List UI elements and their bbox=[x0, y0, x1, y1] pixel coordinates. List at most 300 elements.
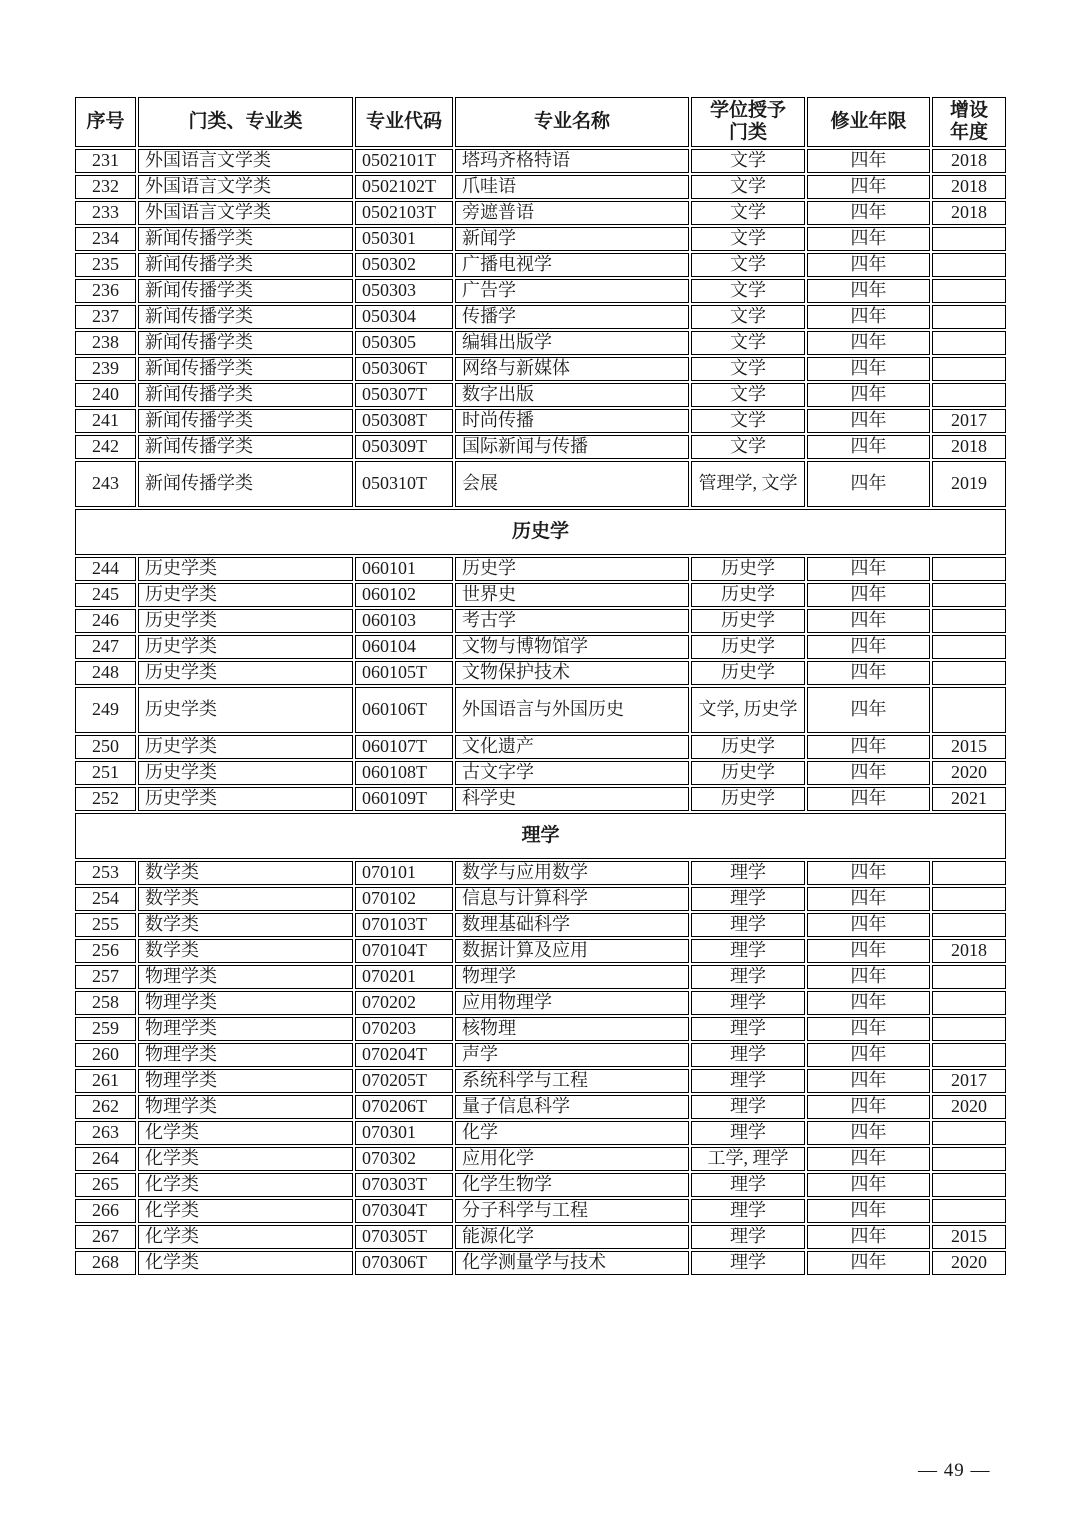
cell-code: 060101 bbox=[355, 557, 453, 581]
table-header-row bbox=[75, 97, 1006, 147]
cell-duration: 四年 bbox=[807, 583, 930, 607]
cell-code: 070305T bbox=[355, 1225, 453, 1249]
table-row bbox=[75, 1069, 1006, 1093]
cell-name: 历史学 bbox=[455, 557, 689, 581]
cell-no: 260 bbox=[75, 1043, 136, 1067]
cell-year_added: 2015 bbox=[932, 1225, 1006, 1249]
cell-degree: 文学, 历史学 bbox=[691, 687, 805, 733]
cell-code: 050307T bbox=[355, 383, 453, 407]
cell-year_added: 2020 bbox=[932, 1095, 1006, 1119]
cell-duration: 四年 bbox=[807, 887, 930, 911]
table-row bbox=[75, 227, 1006, 251]
cell-no: 261 bbox=[75, 1069, 136, 1093]
cell-year_added bbox=[932, 227, 1006, 251]
majors-catalog-table bbox=[73, 95, 1008, 1277]
table-row bbox=[75, 175, 1006, 199]
cell-category: 新闻传播学类 bbox=[138, 357, 353, 381]
cell-code: 070203 bbox=[355, 1017, 453, 1041]
table-row bbox=[75, 461, 1006, 507]
section-header: 理学 bbox=[75, 813, 1006, 859]
cell-degree: 理学 bbox=[691, 1251, 805, 1275]
cell-duration: 四年 bbox=[807, 253, 930, 277]
cell-no: 237 bbox=[75, 305, 136, 329]
cell-duration: 四年 bbox=[807, 227, 930, 251]
cell-name: 化学 bbox=[455, 1121, 689, 1145]
table-row bbox=[75, 939, 1006, 963]
cell-year_added: 2018 bbox=[932, 201, 1006, 225]
page-number: — 49 — bbox=[918, 1460, 991, 1481]
cell-duration: 四年 bbox=[807, 1095, 930, 1119]
cell-name: 能源化学 bbox=[455, 1225, 689, 1249]
cell-duration: 四年 bbox=[807, 1069, 930, 1093]
cell-name: 世界史 bbox=[455, 583, 689, 607]
cell-code: 060106T bbox=[355, 687, 453, 733]
table-row bbox=[75, 991, 1006, 1015]
table-row bbox=[75, 661, 1006, 685]
cell-degree: 文学 bbox=[691, 227, 805, 251]
cell-name: 信息与计算科学 bbox=[455, 887, 689, 911]
cell-name: 古文字学 bbox=[455, 761, 689, 785]
cell-code: 070104T bbox=[355, 939, 453, 963]
cell-name: 化学测量学与技术 bbox=[455, 1251, 689, 1275]
cell-duration: 四年 bbox=[807, 331, 930, 355]
cell-no: 234 bbox=[75, 227, 136, 251]
cell-duration: 四年 bbox=[807, 913, 930, 937]
cell-year_added: 2021 bbox=[932, 787, 1006, 811]
cell-degree: 工学, 理学 bbox=[691, 1147, 805, 1171]
cell-no: 266 bbox=[75, 1199, 136, 1223]
cell-degree: 理学 bbox=[691, 1017, 805, 1041]
section-header: 历史学 bbox=[75, 509, 1006, 555]
cell-category: 化学类 bbox=[138, 1121, 353, 1145]
table-row bbox=[75, 635, 1006, 659]
table-row bbox=[75, 1251, 1006, 1275]
cell-code: 0502103T bbox=[355, 201, 453, 225]
cell-year_added bbox=[932, 887, 1006, 911]
cell-degree: 文学 bbox=[691, 305, 805, 329]
cell-degree: 文学 bbox=[691, 435, 805, 459]
cell-degree: 理学 bbox=[691, 861, 805, 885]
table-row bbox=[75, 583, 1006, 607]
cell-duration: 四年 bbox=[807, 735, 930, 759]
cell-category: 数学类 bbox=[138, 939, 353, 963]
cell-category: 新闻传播学类 bbox=[138, 331, 353, 355]
cell-year_added bbox=[932, 661, 1006, 685]
cell-name: 编辑出版学 bbox=[455, 331, 689, 355]
cell-degree: 历史学 bbox=[691, 661, 805, 685]
cell-year_added: 2018 bbox=[932, 939, 1006, 963]
cell-no: 251 bbox=[75, 761, 136, 785]
cell-code: 060105T bbox=[355, 661, 453, 685]
cell-category: 化学类 bbox=[138, 1199, 353, 1223]
cell-name: 核物理 bbox=[455, 1017, 689, 1041]
table-row bbox=[75, 787, 1006, 811]
cell-duration: 四年 bbox=[807, 175, 930, 199]
table-row bbox=[75, 1147, 1006, 1171]
cell-name: 数据计算及应用 bbox=[455, 939, 689, 963]
cell-code: 060109T bbox=[355, 787, 453, 811]
cell-name: 应用化学 bbox=[455, 1147, 689, 1171]
cell-year_added: 2020 bbox=[932, 1251, 1006, 1275]
cell-category: 历史学类 bbox=[138, 761, 353, 785]
cell-no: 246 bbox=[75, 609, 136, 633]
cell-year_added: 2017 bbox=[932, 1069, 1006, 1093]
cell-name: 文化遗产 bbox=[455, 735, 689, 759]
cell-no: 256 bbox=[75, 939, 136, 963]
cell-no: 242 bbox=[75, 435, 136, 459]
cell-year_added bbox=[932, 1043, 1006, 1067]
table-row bbox=[75, 435, 1006, 459]
cell-no: 250 bbox=[75, 735, 136, 759]
cell-no: 265 bbox=[75, 1173, 136, 1197]
cell-name: 广播电视学 bbox=[455, 253, 689, 277]
cell-category: 历史学类 bbox=[138, 583, 353, 607]
cell-year_added: 2015 bbox=[932, 735, 1006, 759]
cell-year_added bbox=[932, 279, 1006, 303]
cell-duration: 四年 bbox=[807, 939, 930, 963]
cell-category: 化学类 bbox=[138, 1225, 353, 1249]
cell-name: 国际新闻与传播 bbox=[455, 435, 689, 459]
cell-code: 050303 bbox=[355, 279, 453, 303]
cell-no: 264 bbox=[75, 1147, 136, 1171]
cell-degree: 理学 bbox=[691, 1199, 805, 1223]
cell-no: 233 bbox=[75, 201, 136, 225]
cell-degree: 理学 bbox=[691, 1069, 805, 1093]
cell-year_added bbox=[932, 609, 1006, 633]
cell-no: 240 bbox=[75, 383, 136, 407]
cell-no: 231 bbox=[75, 149, 136, 173]
cell-degree: 文学 bbox=[691, 383, 805, 407]
cell-category: 物理学类 bbox=[138, 965, 353, 989]
cell-no: 257 bbox=[75, 965, 136, 989]
cell-name: 外国语言与外国历史 bbox=[455, 687, 689, 733]
cell-degree: 历史学 bbox=[691, 787, 805, 811]
cell-duration: 四年 bbox=[807, 1251, 930, 1275]
cell-code: 050310T bbox=[355, 461, 453, 507]
cell-duration: 四年 bbox=[807, 861, 930, 885]
cell-code: 060104 bbox=[355, 635, 453, 659]
cell-category: 物理学类 bbox=[138, 1095, 353, 1119]
cell-no: 258 bbox=[75, 991, 136, 1015]
cell-name: 时尚传播 bbox=[455, 409, 689, 433]
cell-code: 0502102T bbox=[355, 175, 453, 199]
cell-duration: 四年 bbox=[807, 409, 930, 433]
cell-category: 外国语言文学类 bbox=[138, 201, 353, 225]
cell-category: 历史学类 bbox=[138, 635, 353, 659]
cell-degree: 理学 bbox=[691, 939, 805, 963]
cell-code: 050309T bbox=[355, 435, 453, 459]
cell-category: 数学类 bbox=[138, 861, 353, 885]
cell-name: 新闻学 bbox=[455, 227, 689, 251]
cell-duration: 四年 bbox=[807, 761, 930, 785]
cell-name: 数学与应用数学 bbox=[455, 861, 689, 885]
cell-code: 070102 bbox=[355, 887, 453, 911]
cell-duration: 四年 bbox=[807, 609, 930, 633]
cell-year_added bbox=[932, 383, 1006, 407]
cell-no: 262 bbox=[75, 1095, 136, 1119]
cell-no: 255 bbox=[75, 913, 136, 937]
section-row bbox=[75, 813, 1006, 859]
cell-code: 070101 bbox=[355, 861, 453, 885]
cell-duration: 四年 bbox=[807, 1121, 930, 1145]
cell-duration: 四年 bbox=[807, 305, 930, 329]
cell-code: 070303T bbox=[355, 1173, 453, 1197]
cell-name: 系统科学与工程 bbox=[455, 1069, 689, 1093]
cell-no: 238 bbox=[75, 331, 136, 355]
cell-duration: 四年 bbox=[807, 279, 930, 303]
cell-degree: 历史学 bbox=[691, 583, 805, 607]
cell-no: 259 bbox=[75, 1017, 136, 1041]
cell-year_added bbox=[932, 1173, 1006, 1197]
cell-year_added bbox=[932, 1199, 1006, 1223]
cell-no: 235 bbox=[75, 253, 136, 277]
cell-duration: 四年 bbox=[807, 383, 930, 407]
cell-code: 070103T bbox=[355, 913, 453, 937]
cell-name: 数字出版 bbox=[455, 383, 689, 407]
column-header: 学位授予 门类 bbox=[691, 97, 805, 147]
cell-name: 考古学 bbox=[455, 609, 689, 633]
cell-degree: 理学 bbox=[691, 887, 805, 911]
cell-year_added bbox=[932, 913, 1006, 937]
cell-year_added: 2018 bbox=[932, 149, 1006, 173]
cell-year_added bbox=[932, 1147, 1006, 1171]
cell-year_added bbox=[932, 1017, 1006, 1041]
cell-code: 070301 bbox=[355, 1121, 453, 1145]
cell-duration: 四年 bbox=[807, 1173, 930, 1197]
cell-name: 量子信息科学 bbox=[455, 1095, 689, 1119]
cell-no: 239 bbox=[75, 357, 136, 381]
table-row bbox=[75, 557, 1006, 581]
cell-code: 060108T bbox=[355, 761, 453, 785]
cell-degree: 历史学 bbox=[691, 557, 805, 581]
cell-degree: 文学 bbox=[691, 357, 805, 381]
cell-degree: 理学 bbox=[691, 965, 805, 989]
cell-no: 254 bbox=[75, 887, 136, 911]
cell-year_added: 2019 bbox=[932, 461, 1006, 507]
cell-no: 268 bbox=[75, 1251, 136, 1275]
cell-category: 历史学类 bbox=[138, 735, 353, 759]
cell-year_added: 2018 bbox=[932, 435, 1006, 459]
column-header: 序号 bbox=[75, 97, 136, 147]
cell-category: 新闻传播学类 bbox=[138, 461, 353, 507]
cell-degree: 理学 bbox=[691, 1043, 805, 1067]
cell-year_added bbox=[932, 253, 1006, 277]
cell-degree: 文学 bbox=[691, 279, 805, 303]
cell-duration: 四年 bbox=[807, 991, 930, 1015]
cell-year_added bbox=[932, 991, 1006, 1015]
cell-year_added bbox=[932, 965, 1006, 989]
table-row bbox=[75, 913, 1006, 937]
cell-duration: 四年 bbox=[807, 201, 930, 225]
table-row bbox=[75, 1095, 1006, 1119]
table-row bbox=[75, 279, 1006, 303]
cell-code: 070304T bbox=[355, 1199, 453, 1223]
cell-category: 外国语言文学类 bbox=[138, 149, 353, 173]
table-row bbox=[75, 1121, 1006, 1145]
cell-no: 244 bbox=[75, 557, 136, 581]
cell-degree: 文学 bbox=[691, 201, 805, 225]
cell-category: 物理学类 bbox=[138, 1069, 353, 1093]
cell-category: 物理学类 bbox=[138, 1043, 353, 1067]
cell-category: 新闻传播学类 bbox=[138, 305, 353, 329]
cell-category: 历史学类 bbox=[138, 661, 353, 685]
cell-duration: 四年 bbox=[807, 1199, 930, 1223]
cell-degree: 历史学 bbox=[691, 635, 805, 659]
cell-code: 060102 bbox=[355, 583, 453, 607]
cell-year_added bbox=[932, 1121, 1006, 1145]
table-body bbox=[75, 149, 1006, 1275]
cell-duration: 四年 bbox=[807, 1017, 930, 1041]
cell-year_added bbox=[932, 305, 1006, 329]
cell-code: 070302 bbox=[355, 1147, 453, 1171]
cell-code: 060103 bbox=[355, 609, 453, 633]
cell-duration: 四年 bbox=[807, 357, 930, 381]
table-row bbox=[75, 687, 1006, 733]
cell-category: 物理学类 bbox=[138, 991, 353, 1015]
cell-name: 爪哇语 bbox=[455, 175, 689, 199]
cell-year_added: 2020 bbox=[932, 761, 1006, 785]
cell-code: 070205T bbox=[355, 1069, 453, 1093]
cell-name: 塔玛齐格特语 bbox=[455, 149, 689, 173]
cell-name: 数理基础科学 bbox=[455, 913, 689, 937]
cell-code: 050302 bbox=[355, 253, 453, 277]
cell-year_added bbox=[932, 357, 1006, 381]
cell-code: 070206T bbox=[355, 1095, 453, 1119]
cell-degree: 文学 bbox=[691, 331, 805, 355]
column-header: 专业名称 bbox=[455, 97, 689, 147]
column-header: 增设 年度 bbox=[932, 97, 1006, 147]
cell-degree: 历史学 bbox=[691, 609, 805, 633]
cell-code: 050306T bbox=[355, 357, 453, 381]
table-row bbox=[75, 1199, 1006, 1223]
table-row bbox=[75, 761, 1006, 785]
cell-degree: 历史学 bbox=[691, 761, 805, 785]
table-row bbox=[75, 149, 1006, 173]
cell-year_added bbox=[932, 331, 1006, 355]
cell-category: 历史学类 bbox=[138, 687, 353, 733]
cell-code: 060107T bbox=[355, 735, 453, 759]
cell-degree: 理学 bbox=[691, 1173, 805, 1197]
table-row bbox=[75, 1173, 1006, 1197]
cell-category: 新闻传播学类 bbox=[138, 227, 353, 251]
cell-year_added bbox=[932, 635, 1006, 659]
cell-category: 化学类 bbox=[138, 1147, 353, 1171]
cell-no: 248 bbox=[75, 661, 136, 685]
table-row bbox=[75, 357, 1006, 381]
cell-code: 050305 bbox=[355, 331, 453, 355]
cell-name: 化学生物学 bbox=[455, 1173, 689, 1197]
cell-code: 050308T bbox=[355, 409, 453, 433]
cell-no: 267 bbox=[75, 1225, 136, 1249]
cell-degree: 文学 bbox=[691, 175, 805, 199]
table-row bbox=[75, 965, 1006, 989]
cell-duration: 四年 bbox=[807, 661, 930, 685]
cell-no: 263 bbox=[75, 1121, 136, 1145]
cell-year_added bbox=[932, 687, 1006, 733]
cell-no: 243 bbox=[75, 461, 136, 507]
cell-degree: 理学 bbox=[691, 1095, 805, 1119]
cell-degree: 理学 bbox=[691, 913, 805, 937]
cell-duration: 四年 bbox=[807, 1147, 930, 1171]
cell-degree: 文学 bbox=[691, 149, 805, 173]
cell-name: 会展 bbox=[455, 461, 689, 507]
cell-name: 物理学 bbox=[455, 965, 689, 989]
cell-year_added bbox=[932, 583, 1006, 607]
cell-code: 050304 bbox=[355, 305, 453, 329]
cell-duration: 四年 bbox=[807, 149, 930, 173]
cell-degree: 管理学, 文学 bbox=[691, 461, 805, 507]
cell-duration: 四年 bbox=[807, 557, 930, 581]
cell-category: 数学类 bbox=[138, 887, 353, 911]
cell-category: 化学类 bbox=[138, 1173, 353, 1197]
cell-name: 旁遮普语 bbox=[455, 201, 689, 225]
column-header: 专业代码 bbox=[355, 97, 453, 147]
cell-category: 外国语言文学类 bbox=[138, 175, 353, 199]
table-row bbox=[75, 201, 1006, 225]
cell-duration: 四年 bbox=[807, 1225, 930, 1249]
cell-no: 236 bbox=[75, 279, 136, 303]
table-row bbox=[75, 609, 1006, 633]
section-row bbox=[75, 509, 1006, 555]
cell-degree: 理学 bbox=[691, 991, 805, 1015]
table-row bbox=[75, 1017, 1006, 1041]
table-row bbox=[75, 383, 1006, 407]
table-row bbox=[75, 861, 1006, 885]
cell-name: 传播学 bbox=[455, 305, 689, 329]
cell-duration: 四年 bbox=[807, 635, 930, 659]
table-row bbox=[75, 1043, 1006, 1067]
cell-no: 247 bbox=[75, 635, 136, 659]
cell-code: 070204T bbox=[355, 1043, 453, 1067]
column-header: 门类、专业类 bbox=[138, 97, 353, 147]
cell-year_added bbox=[932, 861, 1006, 885]
cell-degree: 理学 bbox=[691, 1121, 805, 1145]
cell-duration: 四年 bbox=[807, 687, 930, 733]
cell-duration: 四年 bbox=[807, 435, 930, 459]
cell-degree: 文学 bbox=[691, 253, 805, 277]
cell-no: 245 bbox=[75, 583, 136, 607]
cell-code: 070306T bbox=[355, 1251, 453, 1275]
cell-code: 050301 bbox=[355, 227, 453, 251]
cell-name: 文物保护技术 bbox=[455, 661, 689, 685]
cell-category: 新闻传播学类 bbox=[138, 409, 353, 433]
cell-duration: 四年 bbox=[807, 965, 930, 989]
table-row bbox=[75, 305, 1006, 329]
cell-duration: 四年 bbox=[807, 787, 930, 811]
cell-no: 253 bbox=[75, 861, 136, 885]
cell-category: 新闻传播学类 bbox=[138, 253, 353, 277]
cell-degree: 历史学 bbox=[691, 735, 805, 759]
table-row bbox=[75, 253, 1006, 277]
table-row bbox=[75, 331, 1006, 355]
cell-degree: 理学 bbox=[691, 1225, 805, 1249]
cell-category: 数学类 bbox=[138, 913, 353, 937]
cell-year_added: 2018 bbox=[932, 175, 1006, 199]
cell-name: 文物与博物馆学 bbox=[455, 635, 689, 659]
cell-code: 070202 bbox=[355, 991, 453, 1015]
cell-category: 物理学类 bbox=[138, 1017, 353, 1041]
cell-name: 广告学 bbox=[455, 279, 689, 303]
cell-year_added: 2017 bbox=[932, 409, 1006, 433]
table-row bbox=[75, 409, 1006, 433]
cell-code: 070201 bbox=[355, 965, 453, 989]
cell-duration: 四年 bbox=[807, 1043, 930, 1067]
table-row bbox=[75, 735, 1006, 759]
cell-name: 网络与新媒体 bbox=[455, 357, 689, 381]
cell-category: 历史学类 bbox=[138, 557, 353, 581]
cell-name: 分子科学与工程 bbox=[455, 1199, 689, 1223]
cell-category: 新闻传播学类 bbox=[138, 383, 353, 407]
